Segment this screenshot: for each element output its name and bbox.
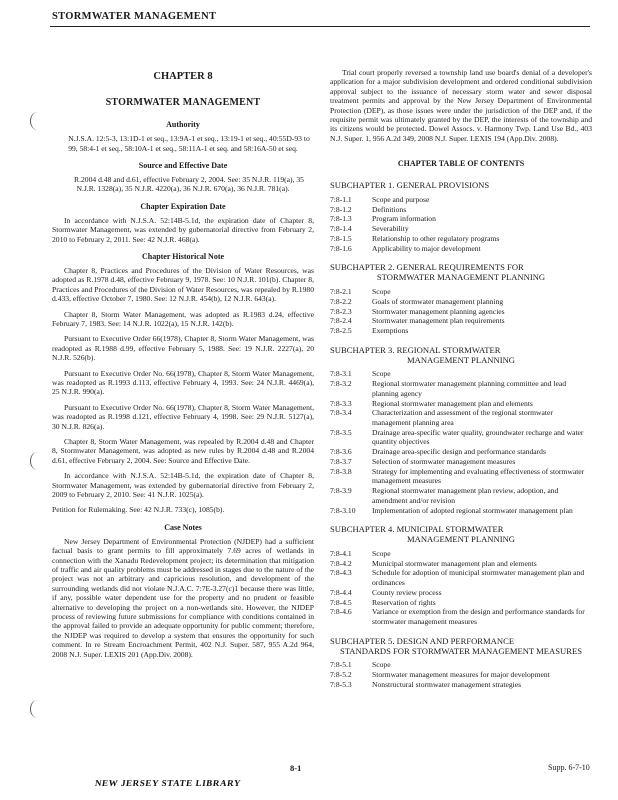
punch-hole-mark bbox=[30, 700, 45, 718]
toc-entry bbox=[330, 195, 592, 205]
toc-entry bbox=[330, 234, 592, 244]
toc-entry-number: 7:8-2.5 bbox=[330, 325, 352, 335]
history-paragraph: Pursuant to Executive Order No. 66(1978), Chapter 8, Storm Water Management, was readopted as R.1998 d.121, effective February 4, 1998. See: 29 N.J.R. 5127(a), 30 N.J.R. 826(a). bbox=[52, 402, 314, 431]
toc-entry bbox=[330, 607, 592, 626]
toc-entry bbox=[330, 457, 592, 467]
history-paragraph: Chapter 8, Storm Water Management, was repealed by R.2004 d.48 and Chapter 8, Stormwater Management, was adopted as new rules by R.2004 d.48 and R.2004 d.61, effective February 2, 2004. See: Source and Effective Date. bbox=[52, 436, 314, 465]
toc-entry-number: 7:8-2.4 bbox=[330, 316, 352, 326]
toc-entry bbox=[330, 297, 592, 307]
toc-entry-number: 7:8-5.2 bbox=[330, 670, 352, 680]
subchapter-heading-line: SUBCHAPTER 3. REGIONAL STORMWATER bbox=[330, 344, 501, 355]
toc-entry-title: Applicability to major development bbox=[372, 243, 481, 253]
toc-entry-number: 7:8-1.4 bbox=[330, 224, 352, 234]
toc-entry-title: Selection of stormwater management measures bbox=[372, 456, 516, 466]
history-paragraph: Pursuant to Executive Order No. 66(1978), Chapter 8, Storm Water Management, was readopted as R.1993 d.113, effective February 4, 1993. See: 24 N.J.R. 4469(a), 25 N.J.R. 990(a). bbox=[52, 368, 314, 397]
toc-entry bbox=[330, 428, 592, 447]
toc-entry-number: 7:8-4.3 bbox=[330, 568, 352, 578]
toc-entry-title: Drainage area-specific design and performance standards bbox=[372, 447, 546, 457]
authority-text: N.J.S.A. 12:5-3, 13:1D-1 et seq., 13:9A-1 et seq., 13:19-1 et seq., 40:55D-93 to 99, 58:4-1 et seq., 58:10A-1 et seq., 58:11A-1 et seq. and 58:16A-50 et seq. bbox=[68, 134, 310, 153]
toc-entry-number: 7:8-4.5 bbox=[330, 597, 352, 607]
supplement-date: Supp. 6-7-10 bbox=[548, 763, 590, 772]
toc-entry bbox=[330, 379, 592, 398]
chapter-number: CHAPTER 8 bbox=[153, 71, 213, 82]
toc-entry-title: Municipal stormwater management plan and elements bbox=[372, 558, 537, 568]
toc-entry bbox=[330, 559, 592, 569]
toc-entry bbox=[330, 670, 592, 680]
toc-entry-number: 7:8-3.10 bbox=[330, 505, 356, 515]
punch-hole-mark bbox=[30, 452, 45, 470]
toc-entry-title: Scope bbox=[372, 548, 391, 558]
toc-entry-title: Drainage area-specific water quality, groundwater recharge and water quantity objectives bbox=[372, 427, 584, 447]
expiration-heading: Chapter Expiration Date bbox=[140, 201, 226, 211]
history-paragraph: Chapter 8, Storm Water Management, was adopted as R.1983 d.24, effective February 7, 1983. See: 14 N.J.R. 1022(a), 15 N.J.R. 142(b). bbox=[52, 309, 314, 328]
toc-entry-title: Relationship to other regulatory programs bbox=[372, 233, 500, 243]
toc-entry-number: 7:8-1.6 bbox=[330, 243, 352, 253]
toc-entry-number: 7:8-4.2 bbox=[330, 558, 352, 568]
toc-entry-title: Variance or exemption from the design and performance standards for stormwater management measures bbox=[372, 607, 585, 626]
toc-title: CHAPTER TABLE OF CONTENTS bbox=[397, 159, 525, 169]
case-note-continued: Trial court properly reversed a township land use board's denial of a developer's application for a major subdivision development and ordered conditional subdivision approval subject to the issuance of necessary storm water and sewer disposal treatment permits and approval by the New Jersey Department of Environmental Protection (DEP), as those issues were under the jurisdiction of the DEP and, if the requisite permit was ultimately granted by the DEP, the interests of the township and its citizens would be protected. Dowel Assocs. v. Harmony Twp. Land Use Bd., 403 N.J. Super. 1, 956 A.2d 349, 2008 N.J. Super. LEXIS 194 (App.Div. 2008). bbox=[330, 68, 592, 143]
punch-hole-mark bbox=[30, 112, 45, 130]
toc-entry bbox=[330, 224, 592, 234]
toc-entry-title: Nonstructural stormwater management strategies bbox=[372, 679, 522, 689]
toc-entry-title: Stormwater management planning agencies bbox=[372, 306, 505, 316]
toc-entry-title: Definitions bbox=[372, 204, 407, 214]
toc-entry-title: Stormwater management measures for major development bbox=[372, 670, 550, 680]
toc-entry bbox=[330, 568, 592, 587]
toc-entry-number: 7:8-3.9 bbox=[330, 486, 352, 496]
toc-entry-number: 7:8-5.1 bbox=[330, 660, 352, 670]
toc-entry-title: Exemptions bbox=[372, 325, 409, 335]
source-heading: Source and Effective Date bbox=[138, 161, 228, 171]
running-header: STORMWATER MANAGEMENT bbox=[52, 11, 217, 22]
toc-entry bbox=[330, 549, 592, 559]
toc-entry-title: Stormwater management plan requirements bbox=[372, 316, 505, 326]
history-notes bbox=[52, 266, 314, 515]
toc-entry-title: Schedule for adoption of municipal stormwater management plan and ordinances bbox=[372, 568, 585, 588]
toc-entry-number: 7:8-3.6 bbox=[330, 447, 352, 457]
subchapter-heading-line: SUBCHAPTER 1. GENERAL PROVISIONS bbox=[330, 180, 490, 191]
source-text: R.2004 d.48 and d.61, effective February 2, 2004. See: 35 N.J.R. 119(a), 35 N.J.R. 1328(a), 35 N.J.R. 4220(a), 36 N.J.R. 670(a), 36 N.J.R. 781(a). bbox=[74, 175, 304, 194]
toc-entry-number: 7:8-4.4 bbox=[330, 587, 352, 597]
expiration-text: In accordance with N.J.S.A. 52:14B-5.1d, the expiration date of Chapter 8, Stormwater Management, was extended by gubernatorial directive from February 2, 2010 to February 2, 2011. See: 42 N.J.R. 468(a). bbox=[52, 215, 314, 244]
subchapter-heading-line: MANAGEMENT PLANNING bbox=[407, 354, 515, 365]
toc-entry bbox=[330, 680, 592, 690]
subchapter-heading-line: SUBCHAPTER 2. GENERAL REQUIREMENTS FOR bbox=[330, 262, 524, 273]
library-stamp: NEW JERSEY STATE LIBRARY bbox=[94, 778, 242, 788]
toc-entry-number: 7:8-1.3 bbox=[330, 214, 352, 224]
toc-entry bbox=[330, 506, 592, 516]
toc-entry-title: Implementation of adopted regional stormwater management plan bbox=[372, 505, 573, 515]
toc-entry-title: Scope bbox=[372, 660, 391, 670]
toc-entry-title: Reservation of rights bbox=[372, 597, 436, 607]
toc-entry-title: County review process bbox=[372, 587, 442, 597]
case-note-text: New Jersey Department of Environmental Protection (NJDEP) had a sufficient factual basis to grant permits to fill approximately 7.69 acres of wetlands in connection with the Xanadu Redevelopment project; its determination that mitigation of traffic and air quality problems must be addressed in stages due to the nature of the project was not an arbitrary and capricious resolution, and development of the surrounding wetlands did not violate N.J.A.C. 7:7E-3.27(c)1 because there was little, if any, possible water dependent use for the property and no prudent or feasible alternative to developing the project on a non-wetlands site. However, the NJDEP process of reviewing future submissions for compliance with conditions contained in the approval failed to provide an adequate opportunity for public comment; therefore, the NJDEP was required to develop a system that ensures the opportunity for such comment. In re Stream Encroachment Permit, 402 N.J. Super. 587, 955 A.2d 964, 2008 N.J. Super. LEXIS 201 (App.Div. 2008). bbox=[52, 536, 314, 659]
toc-entry-number: 7:8-2.2 bbox=[330, 296, 352, 306]
toc-entry-title: Program information bbox=[372, 214, 436, 224]
toc-entry-number: 7:8-3.3 bbox=[330, 398, 352, 408]
header-rule bbox=[50, 26, 590, 27]
history-heading: Chapter Historical Note bbox=[141, 251, 225, 261]
chapter-title: STORMWATER MANAGEMENT bbox=[105, 97, 261, 109]
toc-entry-title: Scope bbox=[372, 287, 391, 297]
toc-entry-title: Goals of stormwater management planning bbox=[372, 296, 504, 306]
toc-entry-number: 7:8-4.6 bbox=[330, 607, 352, 617]
subchapter-heading-line: STORMWATER MANAGEMENT PLANNING bbox=[376, 272, 546, 283]
toc-entry bbox=[330, 326, 592, 336]
toc-entry-number: 7:8-3.5 bbox=[330, 427, 352, 437]
page-number: 8-1 bbox=[290, 763, 302, 773]
toc-entry-number: 7:8-3.7 bbox=[330, 456, 352, 466]
toc-entry bbox=[330, 287, 592, 297]
toc-entry bbox=[330, 399, 592, 409]
toc-entry-number: 7:8-1.1 bbox=[330, 195, 352, 205]
subchapter-heading bbox=[330, 346, 592, 366]
toc-entry-title: Regional stormwater management plan and elements bbox=[372, 398, 533, 408]
toc-entry bbox=[330, 244, 592, 254]
toc-entry bbox=[330, 214, 592, 224]
toc-entry bbox=[330, 486, 592, 505]
toc-entry bbox=[330, 307, 592, 317]
toc-entry bbox=[330, 447, 592, 457]
toc-entry-title: Characterization and assessment of the regional stormwater management planning area bbox=[372, 408, 553, 428]
toc-entry bbox=[330, 598, 592, 608]
toc-entry bbox=[330, 316, 592, 326]
left-column bbox=[52, 60, 314, 665]
subchapter-heading bbox=[330, 263, 592, 283]
toc-entry-number: 7:8-3.8 bbox=[330, 466, 352, 476]
toc-entry-title: Strategy for implementing and evaluating effectiveness of stormwater management measures bbox=[372, 466, 585, 486]
history-paragraph: Petition for Rulemaking. See: 42 N.J.R. 733(c), 1085(b). bbox=[52, 505, 225, 515]
subchapter-heading-line: SUBCHAPTER 4. MUNICIPAL STORMWATER bbox=[330, 524, 504, 535]
toc-entry-number: 7:8-1.2 bbox=[330, 204, 352, 214]
toc-entry-title: Regional stormwater management planning committee and lead planning agency bbox=[372, 379, 567, 398]
toc-entry-number: 7:8-1.5 bbox=[330, 233, 352, 243]
toc-entry-number: 7:8-3.2 bbox=[330, 379, 352, 389]
toc-entry bbox=[330, 660, 592, 670]
authority-heading: Authority bbox=[166, 120, 200, 130]
toc-entry bbox=[330, 408, 592, 427]
subchapter-heading-line: SUBCHAPTER 5. DESIGN AND PERFORMANCE bbox=[330, 635, 515, 646]
history-paragraph: Chapter 8, Practices and Procedures of the Division of Water Resources, was adopted as R.1978 d.48, effective February 9, 1978. See: 10 N.J.R. 101(b). Chapter 8, Practices and Procedures of the Division of Water Resources, was repealed by R.1980 d.433, effective October 7, 1980. See: 12 N.J.R. 454(b), 12 N.J.R. 643(a). bbox=[52, 265, 314, 304]
toc-entry-number: 7:8-5.3 bbox=[330, 679, 352, 689]
toc-entry-title: Scope bbox=[372, 369, 391, 379]
subchapter-heading-line: STANDARDS FOR STORMWATER MANAGEMENT MEASURES bbox=[339, 645, 583, 656]
toc-entry-title: Scope and purpose bbox=[372, 195, 430, 205]
subchapter-heading bbox=[330, 637, 592, 657]
toc-entry-title: Regional stormwater management plan review, adoption, and amendment and/or revision bbox=[372, 486, 559, 505]
toc-entry bbox=[330, 369, 592, 379]
toc-entry-number: 7:8-4.1 bbox=[330, 548, 352, 558]
case-notes-heading: Case Notes bbox=[164, 522, 202, 532]
toc-entry-number: 7:8-2.1 bbox=[330, 287, 352, 297]
table-of-contents bbox=[330, 181, 592, 689]
toc-entry-number: 7:8-3.4 bbox=[330, 408, 352, 418]
subchapter-heading bbox=[330, 181, 592, 191]
history-paragraph: In accordance with N.J.S.A. 52:14B-5.1d, the expiration date of Chapter 8, Stormwater Management, was extended by gubernatorial directive from February 2, 2009 to February 2, 2010. See: 41 N.J.R. 1025(a). bbox=[52, 471, 314, 499]
toc-entry-title: Severability bbox=[372, 224, 409, 234]
history-paragraph: Pursuant to Executive Order 66(1978), Chapter 8, Storm Water Management, was readopted as R.1988 d.99, effective February 5, 1988. See: 19 N.J.R. 2227(a), 20 N.J.R. 526(b). bbox=[52, 334, 314, 363]
toc-entry bbox=[330, 588, 592, 598]
subchapter-heading-line: MANAGEMENT PLANNING bbox=[407, 534, 515, 545]
toc-entry bbox=[330, 467, 592, 486]
subchapter-heading bbox=[330, 525, 592, 545]
toc-entry bbox=[330, 205, 592, 215]
toc-entry-number: 7:8-2.3 bbox=[330, 306, 352, 316]
right-column bbox=[330, 68, 592, 690]
toc-entry-number: 7:8-3.1 bbox=[330, 369, 352, 379]
